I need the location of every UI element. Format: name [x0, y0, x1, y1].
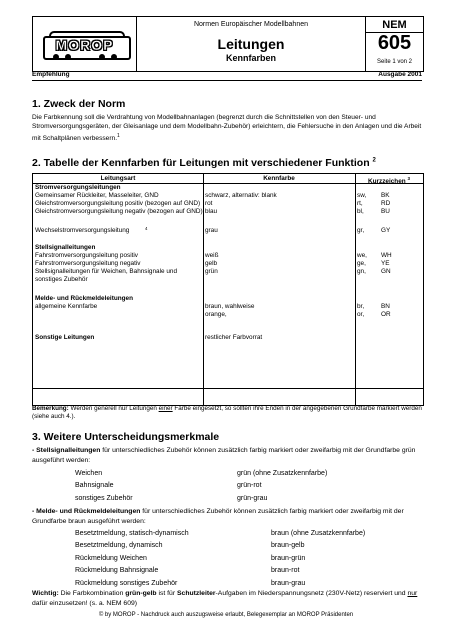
cell-kennfarbe: braun, wahlweise: [205, 303, 255, 310]
table-row: [33, 192, 423, 200]
logo-wheel-icon: [53, 54, 59, 60]
footnote-ref: 3: [407, 176, 410, 181]
table-row: [33, 200, 423, 208]
list-item: [75, 540, 365, 552]
cell-kurz-de: ge,: [357, 260, 366, 267]
cell-kurz-de: rt,: [357, 200, 363, 207]
cell-kennfarbe: orange,: [205, 311, 227, 318]
melde-label: - Melde- und Rückmeldeleitungen: [32, 508, 141, 515]
footnote-ref: 2: [372, 157, 376, 164]
footer-text: © by MOROP - Nachdruck auch auszugsweise erlaubt, Belegexemplar an MOROP Präsidenten: [98, 612, 354, 618]
table-row: [33, 208, 423, 216]
table-row: [33, 276, 423, 284]
table-header-art: Leitungsart: [33, 174, 203, 184]
note-label: Bemerkung:: [32, 405, 69, 412]
cell-kennfarbe: restlicher Farbvorrat: [205, 334, 263, 341]
nem-cell: [366, 17, 423, 71]
stell-text: für unterschiedliches Zubehör können zusätzlich farbig markiert oder zweifarbig mit der Grundfarbe grün ausgeführt werden:: [32, 447, 416, 465]
edition-label: Ausgabe 2001: [378, 71, 422, 78]
logo-cell: [33, 17, 137, 71]
warning-paragraph: [32, 589, 424, 610]
logo-text: MOROP: [55, 37, 114, 53]
cell-kurz-de: we,: [357, 252, 367, 259]
note-underline: einer: [158, 405, 173, 412]
cell-kurz-iec: OR: [381, 311, 391, 318]
list-item-name: Rückmeldung sonstiges Zubehör: [75, 579, 178, 587]
cell-kurz-de: gr,: [357, 227, 365, 234]
list-item-name: Rückmeldung Bahnsignale: [75, 567, 159, 575]
table-header-farbe: Kennfarbe: [203, 174, 355, 184]
cell-kennfarbe: rot: [205, 200, 213, 207]
table-row: [33, 252, 423, 260]
table-header-kurz-text: Kurzzeichen: [368, 178, 406, 186]
color-table: [32, 173, 424, 406]
cell-leitungsart: Melde- und Rückmeldeleitungen: [35, 295, 134, 302]
cell-kurz-iec: BU: [381, 208, 390, 215]
table-row: [33, 334, 423, 342]
list-item-name: Weichen: [75, 470, 103, 477]
cell-kurz-iec: WH: [381, 252, 392, 259]
melde-list: [75, 528, 365, 590]
footnote-ref: 4: [145, 226, 148, 231]
title-cell: [137, 17, 366, 71]
document-title: Leitungen: [217, 36, 285, 52]
list-item-name: Rückmeldung Weichen: [75, 554, 147, 562]
list-item-name: sonstiges Zubehör: [75, 494, 133, 502]
cell-leitungsart: Stellsignalleitungen für Weichen, Bahnsignale und: [35, 268, 177, 275]
warning-text: -Aufgaben im Niederspannungsnetz (230V-Netz) reserviert und: [215, 590, 408, 597]
table-row: [33, 184, 423, 192]
organisation-name: Normen Europäischer Modellbahnen: [193, 21, 308, 28]
table-row: [33, 295, 423, 303]
page-info: Seite 1 von 2: [376, 59, 413, 65]
warning-label: Wichtig:: [32, 590, 59, 597]
stell-label: - Stellsignalleitungen: [32, 447, 101, 454]
section-2-heading-text: 2. Tabelle der Kennfarben für Leitungen mit verschiedener Funktion: [32, 157, 370, 169]
list-item-name: Besetztmeldung, dynamisch: [75, 542, 163, 550]
warning-text: Die Farbkombination: [58, 590, 126, 597]
table-row: [33, 244, 423, 252]
cell-kurz-iec: BK: [381, 192, 390, 199]
cell-kurz-de: sw,: [357, 192, 367, 199]
melde-text: für unterschiedliches Zubehör können zusätzlich farbig markiert oder zweifarbig mit der Grundfarbe braun ausgeführt werden:: [32, 508, 404, 526]
cell-kurz-iec: BN: [381, 303, 390, 310]
warning-bold: Schutzleiter: [177, 590, 216, 597]
cell-leitungsart: sonstiges Zubehör: [35, 276, 88, 283]
list-item-color: braun-grün: [271, 554, 306, 562]
document-subtitle: Kennfarben: [225, 53, 276, 63]
list-item-color: braun (ohne Zusatzkennfarbe): [271, 530, 366, 537]
cell-leitungsart: Fahrstromversorgungsleitung negativ: [35, 260, 141, 267]
warning-text: dafür einzusetzen! (s. a. NEM 609): [32, 600, 138, 608]
warning-underline: nur: [407, 590, 418, 597]
logo-wheel-icon: [111, 54, 117, 60]
list-item: [75, 565, 365, 577]
stell-paragraph: [32, 446, 424, 467]
cell-leitungsart: Gemeinsamer Rückleiter, Masseleiter, GND: [35, 192, 159, 199]
cell-kurz-de: gn,: [357, 268, 366, 275]
list-item-color: braun-gelb: [271, 542, 305, 550]
status-label: Empfehlung: [32, 71, 70, 78]
cell-kennfarbe: grün: [205, 268, 218, 275]
cell-leitungsart: Stromversorgungsleitungen: [35, 184, 121, 191]
cell-kurz-iec: GN: [381, 268, 391, 275]
table-divider: [33, 388, 423, 389]
table-row: [33, 268, 423, 276]
section-2-heading: [32, 157, 376, 169]
section-1-text: [32, 113, 424, 143]
cell-kurz-iec: GY: [381, 227, 391, 234]
table-note: [32, 405, 424, 422]
cell-kurz-de: or,: [357, 311, 365, 318]
list-item-color: grün-rot: [237, 482, 262, 490]
stell-list: [75, 468, 327, 505]
table-row: [33, 303, 423, 311]
morop-logo: [41, 28, 129, 60]
cell-leitungsart: Sonstige Leitungen: [35, 334, 95, 341]
list-item-color: braun-grau: [271, 579, 306, 587]
list-item-color: grün (ohne Zusatzkennfarbe): [237, 470, 328, 477]
table-header-kurz: [355, 174, 423, 184]
warning-text: ist für: [156, 590, 177, 597]
list-item-color: grün-grau: [237, 494, 268, 502]
list-item-color: braun-rot: [271, 567, 300, 575]
list-item: [75, 528, 365, 540]
cell-leitungsart: Gleichstromversorgungsleitung negativ (bezogen auf GND): [35, 208, 203, 215]
cell-kennfarbe: weiß: [205, 252, 219, 259]
header-divider: [32, 80, 422, 81]
list-item: [75, 468, 327, 480]
cell-kennfarbe: schwarz, alternativ: blank: [205, 192, 277, 199]
list-item: [75, 553, 365, 565]
cell-leitungsart: Gleichstromversorgungsleitung positiv (bezogen auf GND): [35, 200, 201, 207]
cell-kurz-de: br,: [357, 303, 365, 310]
cell-kennfarbe: blau: [205, 208, 218, 215]
section-3-heading: 3. Weitere Unterscheidungsmerkmale: [32, 431, 220, 443]
cell-kurz-de: bl,: [357, 208, 364, 215]
logo-wheel-icon: [99, 54, 105, 60]
cell-leitungsart: Fahrstromversorgungsleitung positiv: [35, 252, 139, 259]
list-item-name: Bahnsignale: [75, 482, 114, 490]
list-item: [75, 493, 327, 505]
warning-bold: grün-gelb: [125, 590, 157, 597]
footnote-ref: 1: [117, 132, 120, 139]
cell-kurz-iec: RD: [381, 200, 391, 207]
cell-kennfarbe: gelb: [205, 260, 218, 267]
list-item-name: Besetztmeldung, statisch-dynamisch: [75, 530, 189, 537]
list-item: [75, 480, 327, 492]
table-row: [33, 260, 423, 268]
melde-paragraph: [32, 507, 424, 528]
nem-label: NEM: [366, 19, 423, 33]
cell-kennfarbe: grau: [205, 227, 218, 234]
cell-leitungsart: Wechselstromversorgungsleitung: [35, 227, 130, 234]
nem-number: 605: [377, 32, 412, 54]
table-row: [33, 311, 423, 319]
note-text: Farbe eingesetzt, so sollten ihre Enden in der angegebenen Grundfarbe markiert werden (siehe auch 4.).: [32, 405, 422, 421]
header-box: [32, 16, 424, 72]
cell-kurz-iec: YE: [381, 260, 390, 267]
logo-wheel-icon: [65, 54, 71, 60]
table-row: [33, 227, 423, 235]
section-1-heading: 1. Zweck der Norm: [32, 98, 126, 110]
cell-leitungsart: Stellsignalleitungen: [35, 244, 96, 251]
note-text: Werden generell nur Leitungen: [68, 405, 159, 412]
section-1-body: Die Farbkennung soll die Verdrahtung von Modellbahnanlagen (begrenzt durch die Schnittstellen von den Steuer- und Stromversorgungsgeräten, der Gleisanlage und dem Modellbahn-Zubehör) erleichtern, die Fehlersuche in den Anlagen und die Arbeit mit Schaltplänen verbessern.: [32, 114, 422, 142]
cell-leitungsart: allgemeine Kennfarbe: [35, 303, 98, 310]
